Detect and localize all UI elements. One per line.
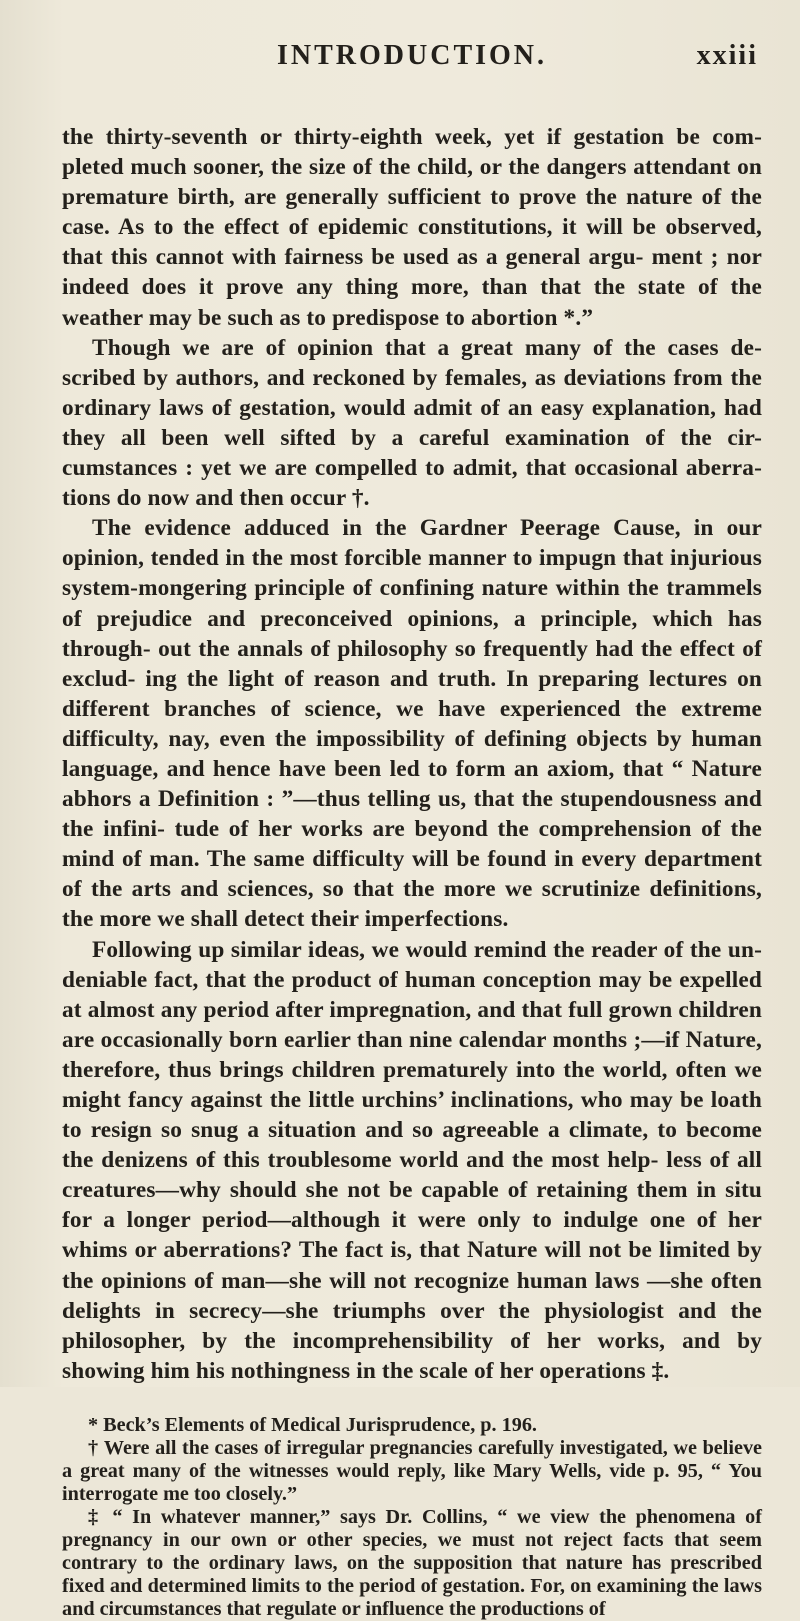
body-paragraph: Following up similar ideas, we would remind the reader of the un- deniable fact, that the product of human conception may be expelled at almost any period after impregnation, and that full grown children are occasionally born earlier than nine calendar months ;—if Nature, therefore, thus brings children prematurely into the world, often we might fancy against the little urchins’ inclinations, who may be loath to resign so snug a situation and so agreeable a climate, to become the denizens of this troublesome world and the most help- less of all creatures—why should she not be capable of retaining them in situ for a longer period—although it were only to indulge one of her whims or aberrations? The fact is, that Nature will not be limited by the opinions of man—she will not recognize human laws —she often delights in secrecy—she triumphs over the physiologist and the philosopher, by the incomprehensibility of her works, and by showing him his nothingness in the scale of her operations ‡. xyxy=(62,936,762,1384)
body-paragraph: Though we are of opinion that a great many of the cases de- scribed by authors, and reckoned by females, as deviations from the ordinary laws of gestation, would admit of an easy explanation, had they all been well sifted by a careful examination of the cir- cumstances : yet we are compelled to admit, that occasional aberra- tions do now and then occur †. xyxy=(62,334,762,512)
body-paragraph: the thirty-seventh or thirty-eighth week, yet if gestation be com- pleted much sooner, the size of the child, or the dangers attendant on premature birth, are generally sufficient to prove the nature of the case. As to the effect of epidemic constitutions, it will be observed, that this cannot with fairness be used as a general argu- ment ; nor indeed does it prove any thing more, than that the state of the weather may be such as to predispose to abortion *.” xyxy=(62,124,762,331)
page-number: xxiii xyxy=(696,40,758,71)
footnote: * Beck’s Elements of Medical Jurisprudence, p. 196. xyxy=(88,1413,537,1436)
body-paragraph: The evidence adduced in the Gardner Peerage Cause, in our opinion, tended in the most forcible manner to impugn that injurious system-mongering principle of confining nature within the trammels of prejudice and preconceived opinions, a principle, which has through- out the annals of philosophy so frequently had the effect of exclud- ing the light of reason and truth. In preparing lectures on different branches of science, we have experienced the extreme difficulty, nay, even the impossibility of defining objects by human language, and hence have been led to form an axiom, that “ Nature abhors a Definition : ”—thus telling us, that the stupendousness and the infini- tude of her works are beyond the comprehension of the mind of man. The same difficulty will be found in every department of the arts and sciences, so that the more we scrutinize definitions, the more we shall detect their imperfections. xyxy=(62,515,762,933)
footnotes xyxy=(62,1414,762,1621)
footnote: ‡ “ In whatever manner,” says Dr. Collins, “ we view the phenomena of pregnancy in our own or other species, we must not reject facts that seem contrary to the ordinary laws, on the supposition that nature has prescribed fixed and determined limits to the period of gestation. For, on examining the laws and circumstances that regulate or influence the productions of xyxy=(62,1505,762,1620)
body-text xyxy=(62,122,762,1386)
running-head xyxy=(62,40,762,88)
footnote: † Were all the cases of irregular pregnancies carefully investigated, we believe a great many of the witnesses would reply, like Mary Wells, vide p. 95, “ You interrogate me too closely.” xyxy=(62,1436,762,1505)
running-title: INTRODUCTION. xyxy=(276,40,548,71)
